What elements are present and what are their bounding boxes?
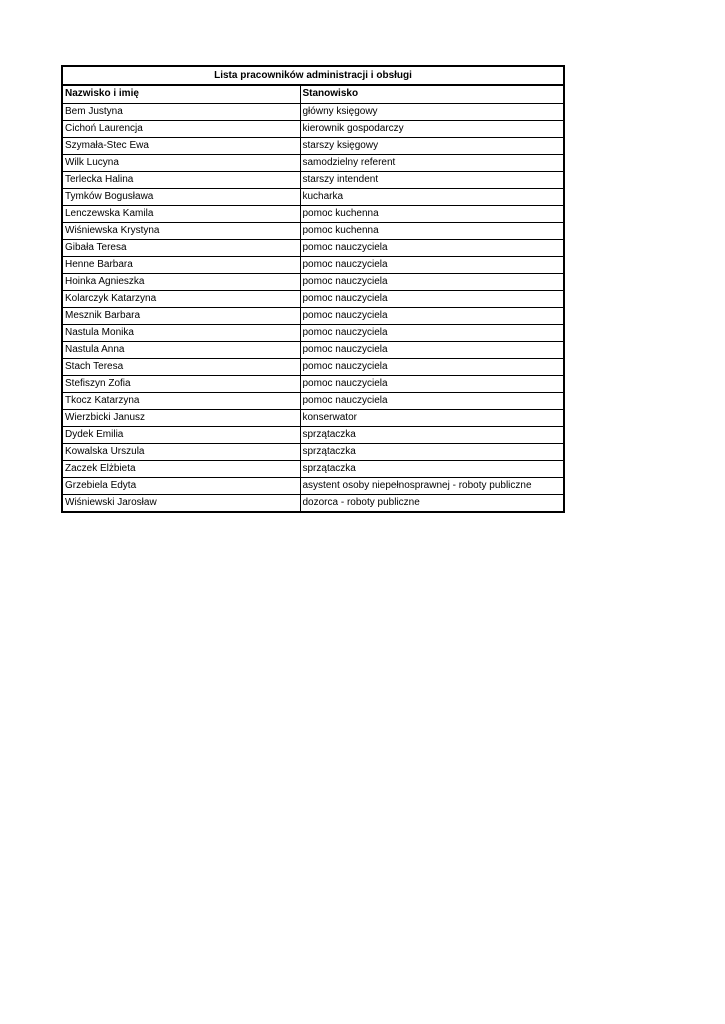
table-row [62,273,564,290]
employee-name-cell: Kowalska Urszula [62,443,300,460]
employee-name-cell: Tkocz Katarzyna [62,392,300,409]
employee-position-cell: pomoc nauczyciela [300,375,564,392]
employee-name-cell: Wierzbicki Janusz [62,409,300,426]
table-row [62,375,564,392]
employee-name-cell: Mesznik Barbara [62,307,300,324]
employee-position-cell: pomoc nauczyciela [300,358,564,375]
employee-name-cell: Nastula Anna [62,341,300,358]
employee-name-cell: Stefiszyn Zofia [62,375,300,392]
employee-name-cell: Kolarczyk Katarzyna [62,290,300,307]
table-row [62,443,564,460]
table-row [62,409,564,426]
employee-position-cell: pomoc kuchenna [300,205,564,222]
employee-position-cell: pomoc nauczyciela [300,324,564,341]
employee-position-cell: pomoc nauczyciela [300,239,564,256]
staff-list-sheet [61,65,563,513]
employee-name-cell: Cichoń Laurencja [62,120,300,137]
employee-position-cell: kierownik gospodarczy [300,120,564,137]
table-row [62,290,564,307]
employee-position-cell: samodzielny referent [300,154,564,171]
table-row [62,477,564,494]
table-row [62,426,564,443]
employee-name-cell: Lenczewska Kamila [62,205,300,222]
employee-name-cell: Gibała Teresa [62,239,300,256]
table-row [62,205,564,222]
employee-position-cell: pomoc nauczyciela [300,307,564,324]
table-row [62,256,564,273]
employee-position-cell: sprzątaczka [300,426,564,443]
employee-position-cell: pomoc nauczyciela [300,273,564,290]
table-row [62,120,564,137]
employee-name-cell: Wiśniewska Krystyna [62,222,300,239]
employee-name-cell: Terlecka Halina [62,171,300,188]
employee-position-cell: kucharka [300,188,564,205]
employee-name-cell: Szymała-Stec Ewa [62,137,300,154]
employee-position-cell: pomoc kuchenna [300,222,564,239]
table-row [62,494,564,512]
employee-position-cell: pomoc nauczyciela [300,290,564,307]
employee-name-cell: Nastula Monika [62,324,300,341]
table-row [62,239,564,256]
employee-name-cell: Stach Teresa [62,358,300,375]
employee-name-cell: Henne Barbara [62,256,300,273]
table-row [62,154,564,171]
employee-name-cell: Wilk Lucyna [62,154,300,171]
table-row [62,324,564,341]
table-row [62,341,564,358]
employee-name-cell: Wiśniewski Jarosław [62,494,300,512]
column-header-name: Nazwisko i imię [62,85,300,103]
table-row [62,392,564,409]
table-row [62,460,564,477]
employee-position-cell: pomoc nauczyciela [300,341,564,358]
employee-name-cell: Tymków Bogusława [62,188,300,205]
employee-position-cell: starszy intendent [300,171,564,188]
table-row [62,358,564,375]
employee-name-cell: Hoinka Agnieszka [62,273,300,290]
employee-position-cell: dozorca - roboty publiczne [300,494,564,512]
table-row [62,103,564,120]
table-row [62,188,564,205]
table-row [62,137,564,154]
table-header-row [62,85,564,103]
employee-position-cell: główny księgowy [300,103,564,120]
table-row [62,171,564,188]
employee-position-cell: starszy księgowy [300,137,564,154]
employee-position-cell: konserwator [300,409,564,426]
column-header-position: Stanowisko [300,85,564,103]
employee-position-cell: asystent osoby niepełnosprawnej - roboty publiczne [300,477,564,494]
employee-name-cell: Dydek Emilia [62,426,300,443]
employee-position-cell: sprzątaczka [300,443,564,460]
employee-position-cell: pomoc nauczyciela [300,392,564,409]
table-row [62,307,564,324]
employee-name-cell: Zaczek Elżbieta [62,460,300,477]
employee-name-cell: Grzebiela Edyta [62,477,300,494]
table-title: Lista pracowników administracji i obsługi [62,66,564,85]
employee-name-cell: Bem Justyna [62,103,300,120]
employee-position-cell: sprzątaczka [300,460,564,477]
table-row [62,222,564,239]
table-body [62,103,564,512]
staff-table [61,65,565,513]
employee-position-cell: pomoc nauczyciela [300,256,564,273]
table-title-row [62,66,564,85]
